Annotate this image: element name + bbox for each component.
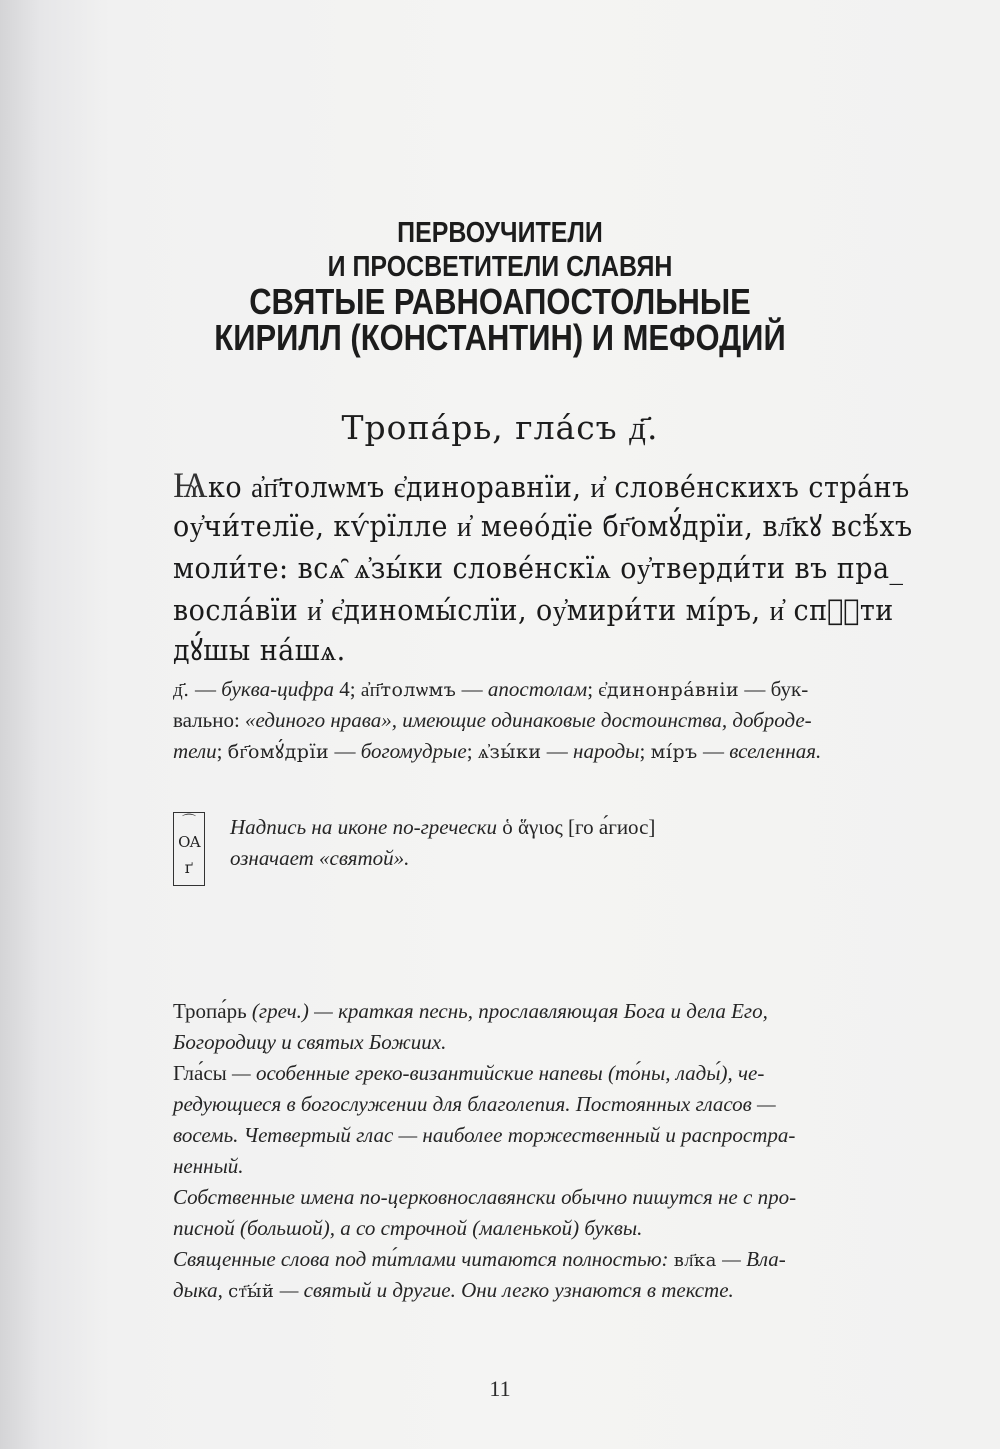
- gloss-definition: вселенная.: [729, 739, 822, 763]
- gloss-definition: апостолам: [487, 677, 588, 701]
- inscription-letters: ОА: [178, 833, 200, 851]
- gloss-dash: —: [329, 739, 361, 763]
- notes-line-8: писной (большой), а со строчной (маленькой) буквы.: [173, 1216, 643, 1240]
- gloss-dash: —: [697, 739, 730, 763]
- troparion-line-2: оу҆чи́телїе, кѵ́рїлле и҆ меѳо́дїе бг҃омꙋ́дрїи, вл҃кꙋ всѣ́хъ: [173, 509, 913, 543]
- gloss-separator: ;: [639, 739, 651, 763]
- gloss-definition: буква-цифра: [221, 677, 335, 701]
- page-number: 11: [489, 1376, 511, 1401]
- troparion-line-5: дꙋ́шы на́шѧ.: [173, 633, 346, 667]
- gloss-word: є҆динонра́вніи: [598, 679, 740, 701]
- heading-line-2: И ПРОСВЕТИТЕЛИ СЛАВЯН: [327, 251, 673, 283]
- notes-line-5: восемь. Четвертый глас — наиболее торжественный и распростра-: [173, 1123, 796, 1147]
- inscription-mark-icon: ⌒: [182, 814, 196, 830]
- notes-line-9: [173, 1244, 878, 1276]
- notes-text: — Вла-: [716, 1247, 786, 1271]
- notes-line-10: [173, 1275, 878, 1307]
- gloss-separator: ;: [587, 677, 599, 701]
- term-glasy: Гла́сы: [173, 1061, 227, 1085]
- gloss-definition: , имеющие одинаковые достоинства, доброде-: [391, 708, 812, 732]
- gloss-word: а҆п҃толѡмъ: [360, 679, 457, 701]
- icon-note-text: Надпись на иконе по-гречески: [230, 815, 503, 839]
- notes-line-6: ненный.: [173, 1154, 244, 1178]
- icon-note-line-2: означает «святой».: [230, 846, 410, 870]
- troparion-title: Тропа́рь, гла́съ д҃.: [341, 408, 659, 447]
- gloss-word: д҃.: [173, 679, 190, 701]
- heading-line-4: КИРИЛЛ (КОНСТАНТИН) И МЕФОДИЙ: [214, 317, 786, 358]
- gloss-separator: ;: [466, 739, 478, 763]
- gloss-line-1: [173, 674, 878, 706]
- notes-text: — особенные греко-византийские напевы (то́ны, лады́), че-: [226, 1061, 765, 1085]
- notes-text: Священные слова под ти́тлами читаются полностью:: [173, 1247, 674, 1271]
- notes-line-7: Собственные имена по-церковнославянски обычно пишутся не с про-: [173, 1185, 797, 1209]
- drop-capital: Ѩ: [173, 465, 209, 506]
- gloss-separator: ;: [216, 739, 228, 763]
- gloss-quote: «единого нрава»: [245, 708, 392, 732]
- icon-note-line-1: [230, 812, 870, 843]
- gloss-word: ѧ҆зы́ки: [477, 741, 542, 763]
- gloss-word: бг҃омꙋ́дрїи: [227, 741, 330, 763]
- notes-text: — святый и другие. Они легко узнаются в тексте.: [274, 1278, 734, 1302]
- notes-line-1: [173, 996, 878, 1027]
- gloss-dash: —: [189, 677, 222, 701]
- notes-line-3: [173, 1058, 878, 1089]
- notes-text: (греч.) — краткая песнь, прославляющая Бога и дела Его,: [246, 999, 768, 1023]
- gloss-word: мі́ръ: [650, 741, 698, 763]
- gloss-definition: вально:: [173, 708, 246, 732]
- greek-phrase: ὁ ἅγιος: [502, 815, 563, 839]
- gloss-definition: богомудрые: [360, 739, 467, 763]
- gloss-dash: —: [739, 677, 771, 701]
- gloss-number: 4;: [334, 677, 361, 701]
- notes-line-4: редующиеся в богослужении для благолепия. Постоянных гласов —: [173, 1092, 776, 1116]
- titlo-word: вл҃ка: [673, 1250, 717, 1271]
- term-troparion: Тропа́рь: [173, 999, 247, 1023]
- gloss-definition: тели: [173, 739, 217, 763]
- troparion-line-4: восла́вїи и҆ є҆диномы́слїи, оу҆мири́ти мі́ръ, и҆ спⷭ҇ти: [173, 593, 894, 627]
- gloss-definition: бук-: [770, 677, 809, 701]
- notes-line-2: Богородицу и святых Божиих.: [173, 1030, 447, 1054]
- troparion-line-1-text: ко а҆п҃толѡмъ є҆диноравнїи, и҆ слове́нскихъ стра́нъ: [208, 470, 910, 504]
- gloss-dash: —: [541, 739, 574, 763]
- gloss-line-2: [173, 705, 878, 736]
- heading-line-1: ПЕРВОУЧИТЕЛИ: [397, 217, 603, 249]
- heading-line-3: СВЯТЫЕ РАВНОАПОСТОЛЬНЫЕ: [249, 281, 751, 322]
- troparion-line-3: моли́те: всѧ̑ ѧ҆зы́ки слове́нскїѧ оу҆тверди́ти въ пра_: [173, 551, 904, 585]
- gloss-definition: народы: [573, 739, 640, 763]
- gloss-line-3: [173, 736, 878, 768]
- notes-text: дыка,: [173, 1278, 229, 1302]
- gloss-dash: —: [456, 677, 488, 701]
- transliteration: [го а́гиос]: [562, 815, 656, 839]
- icon-inscription-box: [173, 812, 205, 886]
- inscription-lower-letter: ґ: [184, 858, 194, 877]
- troparion-line-1: [173, 465, 910, 507]
- titlo-word: ст҃ы́й: [228, 1281, 275, 1302]
